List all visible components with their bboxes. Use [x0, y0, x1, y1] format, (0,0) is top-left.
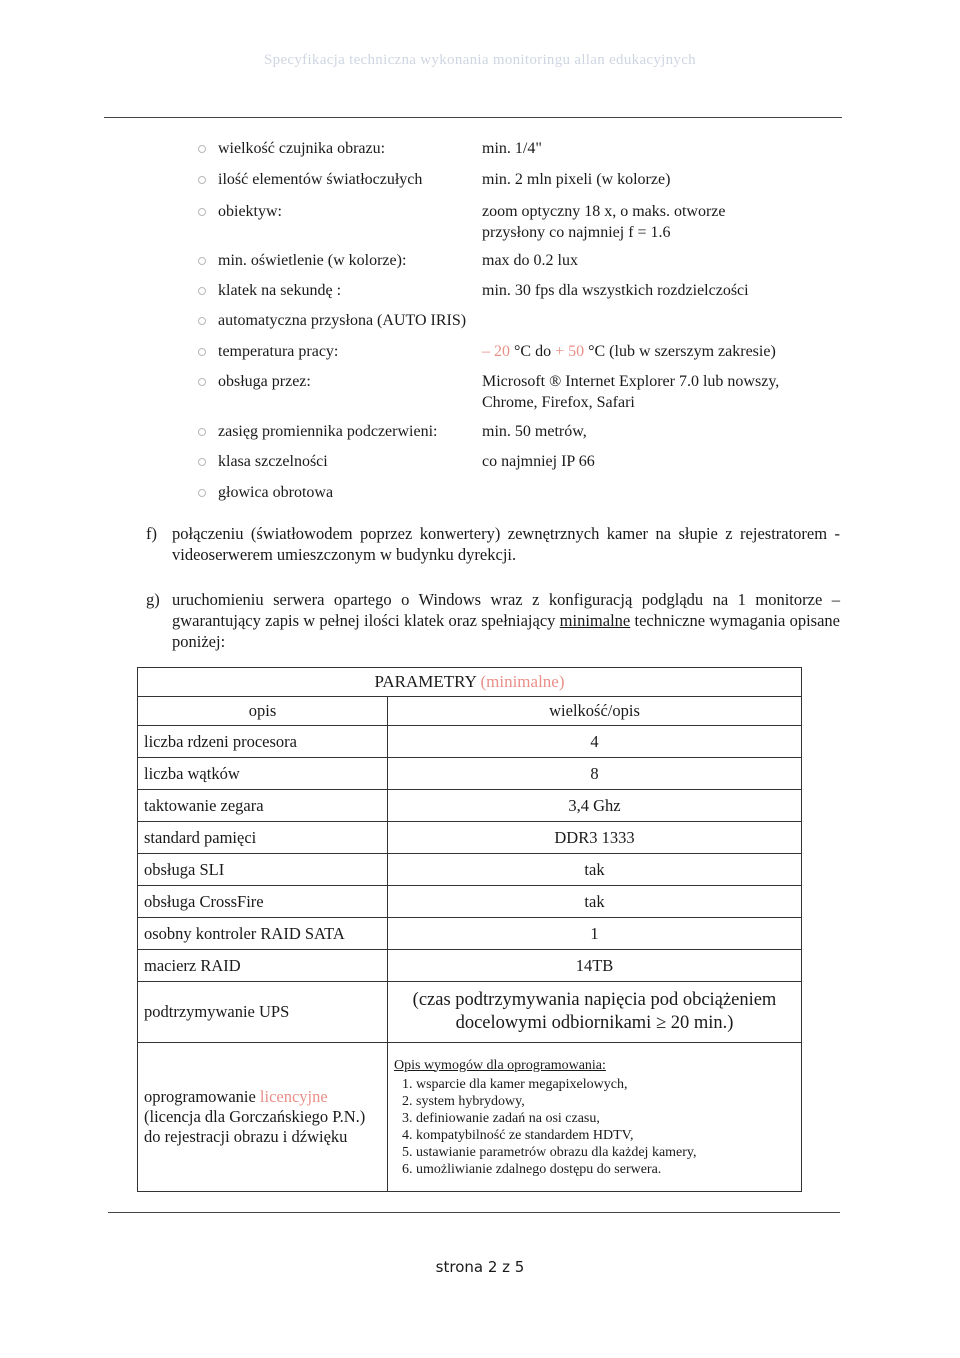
header-rule: [104, 117, 842, 118]
table-title-text: PARAMETRY: [374, 672, 477, 691]
bullet-icon: [198, 208, 206, 216]
row-value: 14TB: [388, 950, 802, 982]
paragraph-letter: g): [146, 590, 160, 609]
row-value: tak: [388, 886, 802, 918]
bullet-icon: [198, 378, 206, 386]
paragraph-underlined: minimalne: [559, 611, 631, 630]
temp-mid: °C do: [510, 343, 556, 360]
row-value: tak: [388, 854, 802, 886]
bullet-icon: [198, 348, 206, 356]
spec-value: Microsoft ® Internet Explorer 7.0 lub nowszy, Chrome, Firefox, Safari: [482, 373, 780, 411]
bullet-icon: [198, 257, 206, 265]
row-value: 4: [388, 726, 802, 758]
paragraph-text: uruchomieniu serwera opartego o Windows wraz z konfiguracją podglądu na 1 monitorze – gwarantujący zapis w pełnej ilości klatek oraz spełniający: [172, 590, 840, 630]
temp-min: – 20: [482, 343, 510, 360]
table-row: [138, 950, 802, 982]
list-item: 6. umożliwianie zdalnego dostępu do serwera.: [416, 1161, 795, 1178]
software-label-licensed: licencyjne: [259, 1087, 328, 1106]
bullet-icon: [198, 458, 206, 466]
spec-value: min. 30 fps dla wszystkich rozdzielczości: [482, 282, 749, 299]
column-header-value: wielkość/opis: [388, 697, 802, 726]
spec-label: klasa szczelności: [218, 453, 328, 470]
page-header: Specyfikacja techniczna wykonania monitoringu allan edukacyjnych: [264, 52, 696, 68]
column-header-opis: opis: [138, 697, 388, 726]
spec-value: zoom optyczny 18 x, o maks. otworze przysłony co najmniej f = 1.6: [482, 203, 726, 241]
software-requirements: [388, 1043, 802, 1192]
row-label: liczba rdzeni procesora: [138, 726, 388, 758]
bullet-icon: [198, 287, 206, 295]
spec-label: głowica obrotowa: [218, 484, 334, 501]
temp-max: + 50: [555, 343, 585, 360]
bullet-icon: [198, 145, 206, 153]
bullet-icon: [198, 317, 206, 325]
list-item: 4. kompatybilność ze standardem HDTV,: [416, 1127, 795, 1144]
bullet-icon: [198, 428, 206, 436]
table-row: [138, 854, 802, 886]
row-label: standard pamięci: [138, 822, 388, 854]
requirements-title: Opis wymogów dla oprogramowania:: [394, 1057, 606, 1073]
page-number: strona 2 z 5: [435, 1258, 525, 1276]
row-label: liczba wątków: [138, 758, 388, 790]
spec-label: wielkość czujnika obrazu:: [218, 140, 386, 157]
row-value: DDR3 1333: [388, 822, 802, 854]
paragraph-g: [146, 589, 840, 652]
software-label-a: oprogramowanie: [144, 1087, 256, 1106]
paragraph-f: [146, 523, 840, 565]
table-row: [138, 790, 802, 822]
spec-label: obsługa przez:: [218, 373, 311, 390]
table-row: [138, 886, 802, 918]
spec-label: zasięg promiennika podczerwieni:: [218, 423, 438, 440]
row-value: 1: [388, 918, 802, 950]
spec-label: ilość elementów światłoczułych: [218, 171, 423, 188]
list-item: 3. definiowanie zadań na osi czasu,: [416, 1110, 795, 1127]
spec-value: min. 50 metrów,: [482, 423, 587, 440]
row-value: 8: [388, 758, 802, 790]
table-row-software: [138, 1043, 802, 1192]
table-row: [138, 758, 802, 790]
software-label-b: (licencja dla Gorczańskiego P.N.) do rejestracji obrazu i dźwięku: [144, 1107, 366, 1146]
spec-label: obiektyw:: [218, 203, 282, 220]
spec-value: min. 2 mln pixeli (w kolorze): [482, 171, 671, 188]
spec-label: klatek na sekundę :: [218, 282, 342, 299]
table-title-note: (minimalne): [480, 672, 565, 691]
spec-value: min. 1/4": [482, 140, 542, 157]
list-item: 1. wsparcie dla kamer megapixelowych,: [416, 1076, 795, 1093]
table-row: [138, 726, 802, 758]
bullet-icon: [198, 176, 206, 184]
bullet-icon: [198, 489, 206, 497]
table-row-ups: [138, 982, 802, 1043]
parameters-table: [137, 667, 802, 1192]
row-label: macierz RAID: [138, 950, 388, 982]
row-value: (czas podtrzymywania napięcia pod obciążeniem docelowymi odbiornikami ≥ 20 min.): [388, 982, 802, 1043]
table-title: [138, 668, 802, 697]
row-label: obsługa CrossFire: [138, 886, 388, 918]
row-label: taktowanie zegara: [138, 790, 388, 822]
paragraph-letter: f): [146, 524, 157, 543]
footer-rule: [108, 1212, 840, 1213]
row-label: obsługa SLI: [138, 854, 388, 886]
list-item: 2. system hybrydowy,: [416, 1093, 795, 1110]
row-label: podtrzymywanie UPS: [138, 982, 388, 1043]
paragraph-text-end: techniczne wymagania opisane poniżej:: [172, 611, 840, 651]
spec-label: min. oświetlenie (w kolorze):: [218, 252, 407, 269]
table-row: [138, 822, 802, 854]
requirements-list: [394, 1076, 795, 1178]
list-item: 5. ustawianie parametrów obrazu dla każdej kamery,: [416, 1144, 795, 1161]
paragraph-text: połączeniu (światłowodem poprzez konwertery) zewnętrznych kamer na słupie z rejestratorem - videoserwerem umieszczonym w budynku dyrekcji.: [172, 524, 840, 564]
spec-value: co najmniej IP 66: [482, 453, 595, 470]
temp-suffix: °C (lub w szerszym zakresie): [584, 343, 776, 360]
spec-label: temperatura pracy:: [218, 343, 339, 360]
spec-value: max do 0.2 lux: [482, 252, 578, 269]
row-label: osobny kontroler RAID SATA: [138, 918, 388, 950]
table-row: [138, 918, 802, 950]
spec-value: [482, 341, 842, 362]
software-label: [138, 1043, 388, 1192]
row-value: 3,4 Ghz: [388, 790, 802, 822]
spec-label: automatyczna przysłona (AUTO IRIS): [218, 312, 467, 329]
